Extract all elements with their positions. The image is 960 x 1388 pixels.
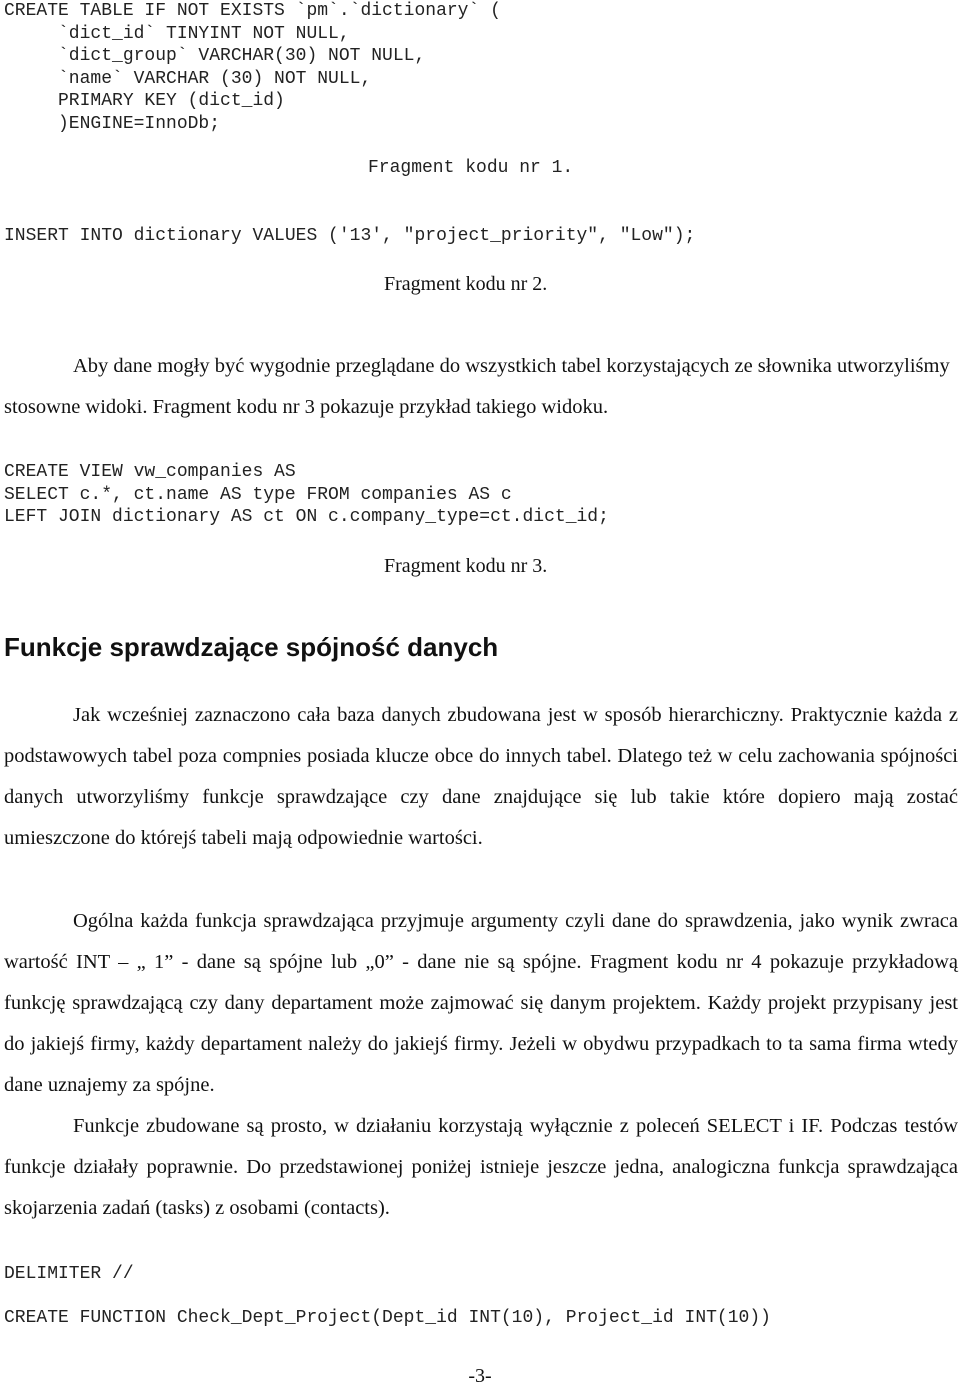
code-line-delimiter: DELIMITER // (4, 1264, 134, 1284)
code-caption-1: Fragment kodu nr 1. (368, 158, 574, 178)
paragraph-function-notes: Funkcje zbudowane są prosto, w działaniu korzystają wyłącznie z poleceń SELECT i IF. Podczas testów funkcje działały poprawnie. Do przedstawionej poniżej istnieje jeszcze jedna, analogiczna funkcja sprawdzająca skojarzenia zadań (tasks) z osobami (contacts). (4, 1115, 958, 1219)
code-caption-3: Fragment kodu nr 3. (384, 555, 548, 577)
code-block-create-table: CREATE TABLE IF NOT EXISTS `pm`.`dictionary` ( `dict_id` TINYINT NOT NULL, `dict_group` VARCHAR(30) NOT NULL, `name` VARCHAR (30) NOT NULL, PRIMARY KEY (dict_id) )ENGINE=InnoDb; (4, 1, 501, 134)
section-heading: Funkcje sprawdzające spójność danych (4, 632, 499, 662)
code-line-create-function: CREATE FUNCTION Check_Dept_Project(Dept_id INT(10), Project_id INT(10)) (4, 1308, 771, 1328)
paragraph-views-intro: Aby dane mogły być wygodnie przeglądane do wszystkich tabel korzystających ze słownika utworzyliśmy stosowne widoki. Fragment kodu nr 3 pokazuje przykład takiego widoku. (4, 355, 950, 418)
page-number: -3- (468, 1365, 492, 1387)
paragraph-consistency-functions: Jak wcześniej zaznaczono cała baza danych zbudowana jest w sposób hierarchiczny. Praktycznie każda z podstawowych tabel poza compnies posiada klucze obce do innych tabel. Dlatego też w celu zachowania spójności danych utworzyliśmy funkcje sprawdzające czy dane znajdujące się lub takie które dopiero mają zostać umieszczone do którejś tabeli mają odpowiednie wartości. (4, 704, 958, 849)
code-block-insert: INSERT INTO dictionary VALUES ('13', "project_priority", "Low"); (4, 226, 696, 246)
code-caption-2: Fragment kodu nr 2. (384, 273, 548, 295)
paragraph-function-description: Ogólna każda funkcja sprawdzająca przyjmuje argumenty czyli dane do sprawdzenia, jako wynik zwraca wartość INT – „ 1” - dane są spójne lub „0” - dane nie są spójne. Fragment kodu nr 4 pokazuje przykładową funkcję sprawdzającą czy dany departament może zajmować się danym projektem. Każdy projekt przypisany jest do jakiejś firmy, każdy departament należy do jakiejś firmy. Jeżeli w obydwu przypadkach to ta sama firma wtedy dane uznajemy za spójne. (4, 910, 958, 1096)
code-block-create-view: CREATE VIEW vw_companies AS SELECT c.*, ct.name AS type FROM companies AS c LEFT JOIN dictionary AS ct ON c.company_type=ct.dict_id; (4, 462, 609, 528)
